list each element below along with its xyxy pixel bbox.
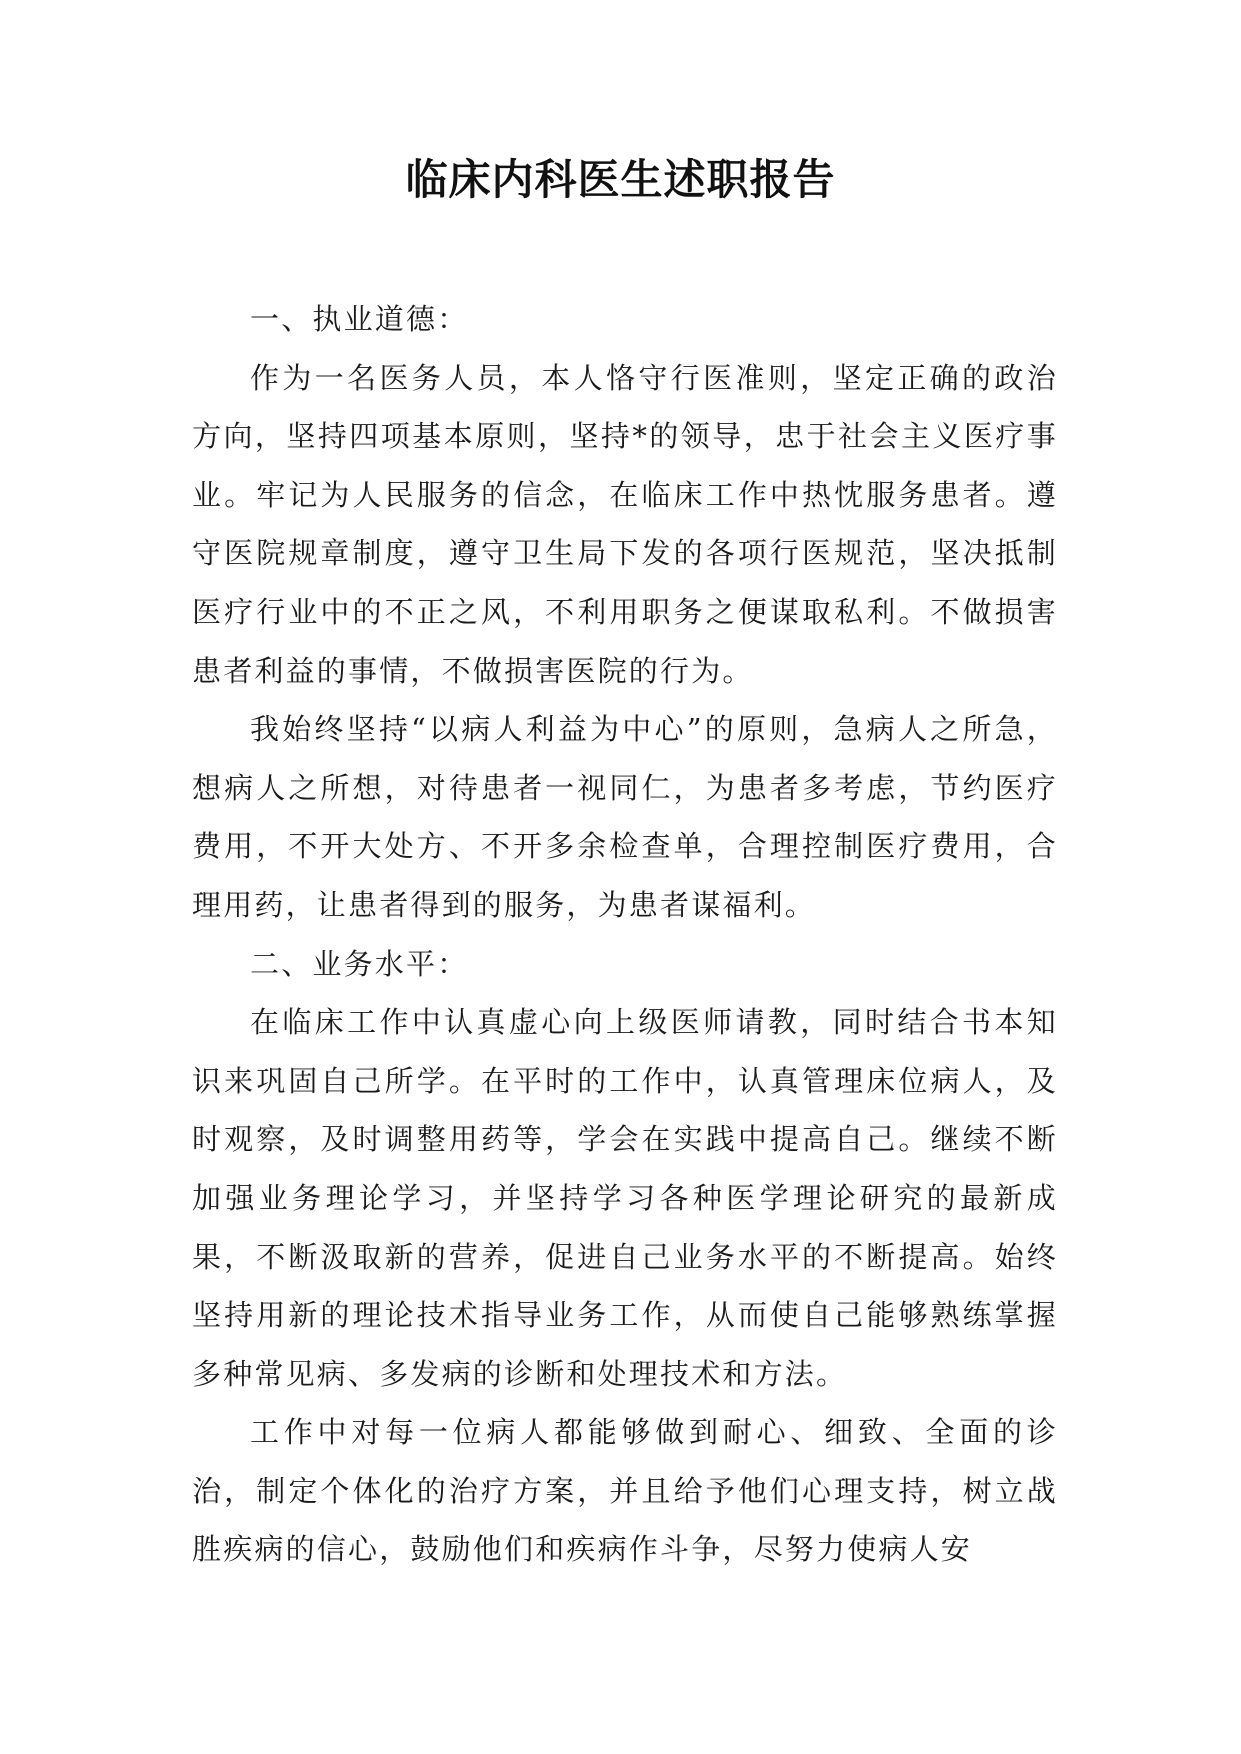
section-heading-professional-level: 二、业务水平：	[250, 946, 469, 981]
section-heading-ethics: 一、执业道德：	[250, 302, 469, 336]
document-title: 临床内科医生述职报告	[405, 155, 836, 204]
paragraph: 作为一名医务人员，本人恪守行医准则，坚定正确的政治方向，坚持四项基本原则，坚持*的领导，忠于社会主义医疗事业。牢记为人民服务的信念，在临床工作中热忱服务患者。遵守医院规章制度，遵守卫生局下发的各项行医规范，坚决抵制医疗行业中的不正之风，不利用职务之便谋取私利。不做损害患者利益的事情，不做损害医院的行为。	[192, 360, 1058, 688]
paragraph: 工作中对每一位病人都能够做到耐心、细致、全面的诊治，制定个体化的治疗方案，并且给予他们心理支持，树立战胜疾病的信心，鼓励他们和疾病作斗争，尽努力使病人安	[192, 1415, 1058, 1567]
paragraph: 在临床工作中认真虚心向上级医师请教，同时结合书本知识来巩固自己所学。在平时的工作中，认真管理床位病人，及时观察，及时调整用药等，学会在实践中提高自己。继续不断加强业务理论学习，并坚持学习各种医学理论研究的最新成果，不断汲取新的营养，促进自己业务水平的不断提高。始终坚持用新的理论技术指导业务工作，从而使自己能够熟练掌握多种常见病、多发病的诊断和处理技术和方法。	[192, 1005, 1058, 1391]
document-body	[192, 290, 1058, 1579]
paragraph: 我始终坚持“以病人利益为中心”的原则，急病人之所急，想病人之所想，对待患者一视同仁，为患者多考虑，节约医疗费用，不开大处方、不开多余检查单，合理控制医疗费用，合理用药，让患者得到的服务，为患者谋福利。	[192, 712, 1058, 922]
